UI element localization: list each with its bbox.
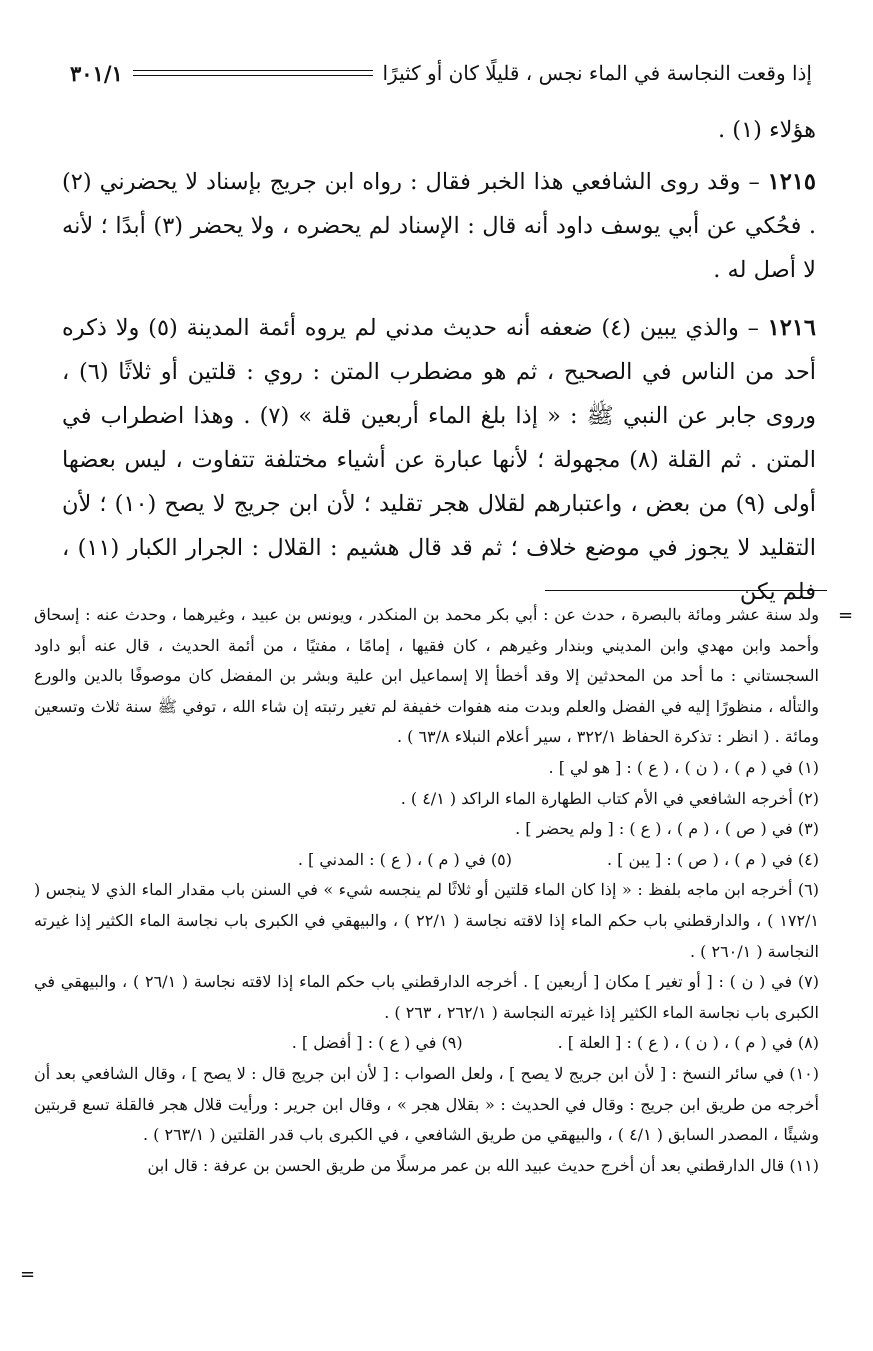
footnotes-8-9	[34, 1028, 819, 1059]
paragraph-1216	[62, 306, 816, 614]
paragraph-text: – وقد روى الشافعي هذا الخبر فقال : رواه ابن جريج بإسناد لا يحضرني (٢) .	[62, 169, 817, 239]
running-header	[70, 58, 812, 88]
footnote-5: (٥) في ( م ) ، ( ع ) : المدني ] .	[297, 849, 512, 869]
footnote-6: (٦) أخرجه ابن ماجه بلفظ : « إذا كان الماء قلتين أو ثلاثًا لم ينجسه شيء » في السنن باب مقدار الماء الذي لا ينجس ( ١٧٢/١ ) ، والدارقطني باب حكم الماء إذا لاقته نجاسة ( ٢٢/١ ) ، والبيهقي في الكبرى باب نجاسة الماء الكثير إذا غيرته النجاسة ( ٢٦٠/١ ) .	[34, 880, 820, 961]
main-text	[62, 108, 816, 614]
footnote-1: (١) في ( م ) ، ( ن ) ، ( ع ) : [ هو لي ] .	[548, 757, 819, 777]
header-rule	[133, 70, 373, 76]
footnote-divider	[545, 590, 827, 591]
paragraph-number: ١٢١٥	[767, 169, 816, 195]
footnote-9: (٩) في ( ع ) : [ أفضل ] .	[291, 1033, 463, 1053]
continuation-line: هؤلاء (١) .	[717, 117, 816, 143]
paragraph-number: ١٢١٦	[767, 315, 816, 341]
paragraph-1215	[62, 160, 816, 292]
footnote-10: (١٠) في سائر النسخ : [ لأن ابن جريج لا يصح ] ، ولعل الصواب : [ لأن ابن جريج قال : لا يصح ] ، وقال الشافعي بعد أن أخرجه من طريق ابن جريج : وقال في الحديث : « بقلال هجر » ، وقال ابن جرير : ورأيت قلال هجر فالقلة تسع قربتين وشيئًا ، المصدر السابق ( ٤/١ ) ، والبيهقي من طريق الشافعي ، في الكبرى باب قدر القلتين ( ٢٦٣/١ ) .	[34, 1063, 819, 1145]
footnote-11: (١١) قال الدارقطني بعد أن أخرج حديث عبيد الله بن عمر مرسلًا من طريق الحسن بن عرفة : قال ابن	[147, 1155, 819, 1175]
footnote-carry-over: ولد سنة عشر ومائة بالبصرة ، حدث عن : أبي بكر محمد بن المنكدر ، ويونس بن عبيد ، وغيرهما ، وحدث عنه : إسحاق وأحمد وابن مهدي وابن المديني وبندار وغيرهم ، كان فقيها ، إمامًا ، مفتيًا ، من أئمة الحديث ، قال عنه أبو داود السجستاني : ما أحد من المحدثين إلا وقد أخطأ إلا إسماعيل ابن علية وبشر بن المفضل كان موصوفًا بالدين والورع والتأله ، منظورًا إليه في الفضل والعلم وبدت منه هفوات خفيفة لم تغير رتبته إن شاء الله ، توفي ﷺ سنة ثلاث وتسعين ومائة . ( انظر : تذكرة الحفاظ ٣٢٢/١ ، سير أعلام النبلاء ٦٣/٨ ) .	[34, 605, 819, 747]
footnote-7: (٧) في ( ن ) : [ أو تغير ] مكان [ أربعين ] . أخرجه الدارقطني باب حكم الماء إذا لاقته نجاسة ( ٢٦/١ ) ، والبيهقي في الكبرى باب نجاسة الماء الكثير إذا غيرته النجاسة ( ٢٦٢/١ ، ٢٦٣ ) .	[34, 972, 820, 1022]
footnote-8: (٨) في ( م ) ، ( ن ) ، ( ع ) : [ العلة ] .	[557, 1033, 819, 1053]
footnotes	[34, 600, 819, 1181]
footnote-2: (٢) أخرجه الشافعي في الأم كتاب الطهارة الماء الراكد ( ٤/١ ) .	[400, 788, 819, 808]
page-number: ٣٠١/١	[70, 60, 123, 86]
footnote-3: (٣) في ( ص ) ، ( م ) ، ( ع ) : [ ولم يحضر ] .	[515, 819, 819, 839]
continuation-mark-bottom: =	[20, 1264, 36, 1285]
footnotes-4-5	[34, 845, 819, 876]
header-title: إذا وقعت النجاسة في الماء نجس ، قليلًا كان أو كثيرًا	[382, 61, 812, 85]
paragraph-text: – والذي يبين (٤) ضعفه أنه حديث مدني لم يروه أئمة المدينة (٥) ولا ذكره أحد من الناس في الصحيح ، ثم هو مضطرب المتن : روي : قلتين أو ثلاثًا (٦) ، وروى جابر عن النبي ﷺ : « إذا بلغ الماء أربعين قلة » (٧) . وهذا اضطراب في المتن . ثم القلة (٨) مجهولة ؛ لأنها عبارة عن أشياء مختلفة تتفاوت ، ليس بعضها أولى (٩) من بعض ، واعتبارهم لقلال هجر تقليد ؛ لأن ابن جريج لا يصح (١٠) ؛ لأن التقليد لا يجوز في موضع خلاف ؛ ثم قد قال هشيم : القلال : الجرار الكبار (١١) ، فلم يكن	[62, 315, 817, 605]
paragraph-text: فحُكي عن أبي يوسف داود أنه قال : الإسناد لم يحضره ، ولا يحضر (٣) أبدًا ؛ لأنه لا أصل له .	[62, 213, 816, 283]
continuation-mark-top: =	[838, 605, 854, 626]
footnote-4: (٤) في ( م ) ، ( ص ) : [ يبن ] .	[607, 849, 819, 869]
